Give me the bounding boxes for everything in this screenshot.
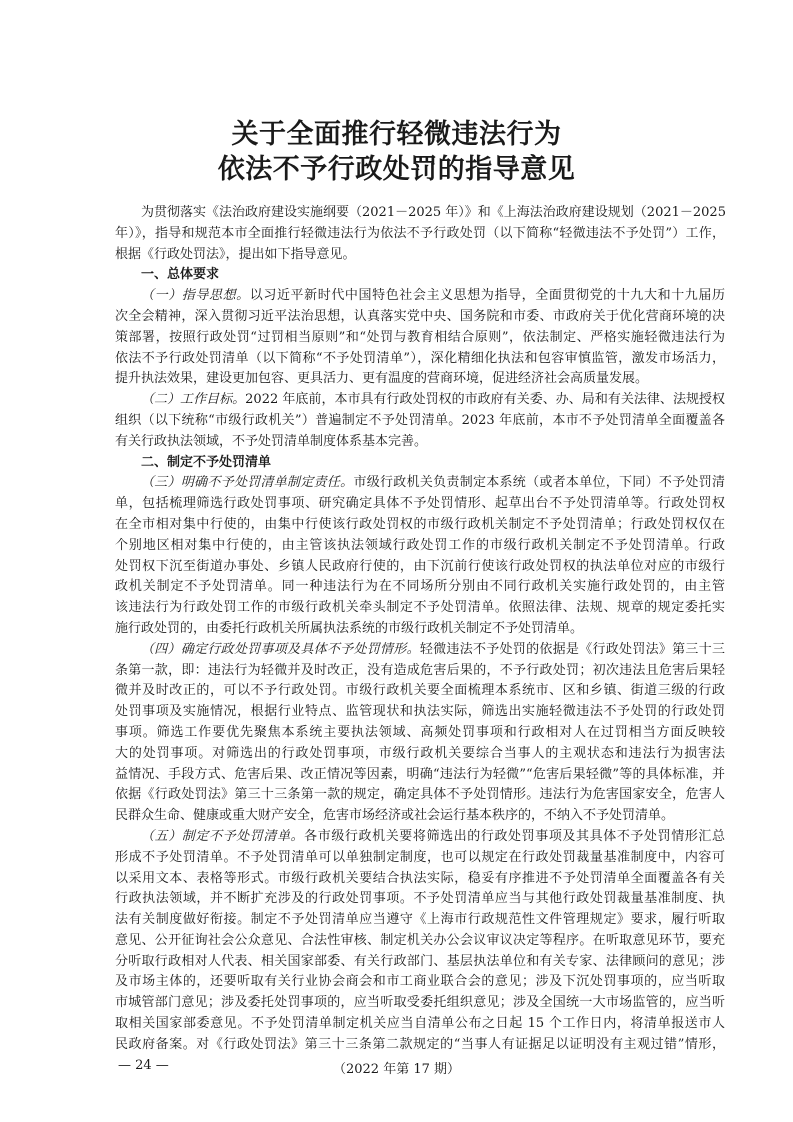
- paragraph-text: 轻微违法不予处罚的依据是《行政处罚法》第三十三: [419, 641, 725, 657]
- document-body: [115, 203, 725, 1056]
- paragraph-line: 及市场主体的，还要听取有关行业协会商会和市工商业联合会的意见；涉及下沉处罚事项的，应当听取: [115, 974, 725, 990]
- paragraph-text: 以习近平新时代中国特色社会主义思想为指导，全面贯彻党的十九大和十九届历: [249, 288, 725, 304]
- paragraph-line: 个别地区相对集中行使的，由主管该执法领域行政处罚工作的市级行政机关制定不予处罚清单。行政: [115, 537, 725, 553]
- paragraph-line: 年）》，指导和规范本市全面推行轻微违法行为依法不予行政处罚（以下简称“轻微违法不予处罚”）工作，: [115, 225, 725, 241]
- paragraph-line: 行政执法领域，并不断扩充涉及的行政处罚事项。不予处罚清单应当与其他行政处罚裁量基准制度、执: [115, 891, 725, 907]
- paragraph-line: 组织（以下统称“市级行政机关”）普遍制定不予处罚清单。2023 年底前，本市不予处罚清单全面覆盖各: [115, 412, 725, 428]
- paragraph-line: 施行政处罚的，由委托行政机关所属执法系统的市级行政机关制定不予处罚清单。: [115, 620, 584, 636]
- document-title-line-1: 关于全面推行轻微违法行为: [231, 119, 562, 150]
- paragraph-line: [115, 827, 725, 848]
- paragraph-line: 依据《行政处罚法》第三十三条第一款的规定，确定具体不予处罚情形。违法行为危害国家安全，危害人: [115, 787, 725, 803]
- paragraph-line: 依法不予行政处罚清单（以下简称“不予处罚清单”），深化精细化执法和包容审慎监管，激发市场活力，: [115, 350, 725, 366]
- paragraph-lead: （三）明确不予处罚清单制定责任。: [141, 475, 354, 491]
- paragraph-line: 益情况、手段方式、危害后果、改正情况等因素，明确“违法行为轻微”“危害后果轻微”等的具体标准，并: [115, 766, 725, 782]
- paragraph-line: 单，包括梳理筛选行政处罚事项、研究确定具体不予处罚情形、起草出台不予处罚清单等。行政处罚权: [115, 496, 725, 512]
- paragraph-line: 大的处罚事项。对筛选出的行政处罚事项，市级行政机关要综合当事人的主观状态和违法行为损害法: [115, 745, 725, 761]
- paragraph-line: 条第一款，即：违法行为轻微并及时改正，没有造成危害后果的，不予行政处罚；初次违法且危害后果轻: [115, 662, 725, 678]
- paragraph-line: [115, 286, 725, 307]
- document-title-line-2: 依法不予行政处罚的指导意见: [217, 154, 576, 185]
- paragraph-line: 意见、公开征询社会公众意见、合法性审核、制定机关办公会议审议决定等程序。在听取意见环节，要充: [115, 932, 725, 948]
- paragraph-line: 提升执法效果，建设更加包容、更具活力、更有温度的营商环境，促进经济社会高质量发展。: [115, 371, 649, 387]
- paragraph-text: 市级行政机关负责制定本系统（或者本单位，下同）不予处罚清: [353, 475, 725, 491]
- page-number: — 24 —: [118, 1058, 169, 1073]
- paragraph-text: 各市级行政机关要将筛选出的行政处罚事项及其具体不予处罚情形汇总: [304, 828, 725, 844]
- paragraph-line: 处罚事项及实施情况，根据行业特点、监管现状和执法实际，筛选出实施轻微违法不予处罚的行政处罚: [115, 704, 725, 720]
- paragraph-line: 民群众生命、健康或重大财产安全，危害市场经济或社会运行基本秩序的，不纳入不予处罚清单。: [115, 808, 675, 824]
- paragraph-line: 微并及时改正的，可以不予行政处罚。市级行政机关要全面梳理本系统市、区和乡镇、街道三级的行政: [115, 683, 725, 699]
- paragraph-line: 市城管部门意见；涉及委托处罚事项的，应当听取受委托组织意见；涉及全国统一大市场监管的，应当听: [115, 995, 725, 1011]
- section-heading: 一、总体要求: [141, 267, 220, 283]
- paragraph-line: 事项。筛选工作要优先聚焦本系统主要执法领域、高频处罚事项和行政相对人在过罚相当方面反映较: [115, 724, 725, 740]
- paragraph-line: 有关行政执法领域，不予处罚清单制度体系基本完善。: [115, 433, 428, 449]
- issue-number: （2022 年第 17 期）: [332, 1062, 461, 1077]
- paragraph-lead: （五）制定不予处罚清单。: [141, 828, 305, 844]
- paragraph-line: 为贯彻落实《法治政府建设实施纲要（2021－2025 年）》和《上海法治政府建设规划（2021－2025: [141, 205, 726, 220]
- paragraph-line: 根据《行政处罚法》，提出如下指导意见。: [115, 246, 356, 262]
- paragraph-line: 该违法行为行政处罚工作的市级行政机关牵头制定不予处罚清单。依照法律、法规、规章的规定委托实: [115, 600, 725, 616]
- section-heading: 二、制定不予处罚清单: [141, 454, 272, 470]
- paragraph-line: 政机关制定不予处罚清单。同一种违法行为在不同场所分别由不同行政机关实施行政处罚的，由主管: [115, 579, 725, 595]
- paragraph-lead: （二）工作目标。: [141, 392, 246, 408]
- paragraph-line: 分听取行政相对人代表、相关国家部委、有关行政部门、基层执法单位和有关专家、法律顾问的意见；涉: [115, 953, 725, 969]
- paragraph-line: 在全市相对集中行使的，由集中行使该行政处罚权的市级行政机关制定不予处罚清单；行政处罚权仅在: [115, 516, 725, 532]
- paragraph-line: [115, 390, 725, 411]
- paragraph-line: 取相关国家部委意见。不予处罚清单制定机关应当自清单公布之日起 15 个工作日内，将清单报送市人: [115, 1016, 725, 1032]
- paragraph-line: 法有关制度做好衔接。制定不予处罚清单应当遵守《上海市行政规范性文件管理规定》要求，履行听取: [115, 912, 725, 928]
- paragraph-line: [115, 640, 725, 661]
- paragraph-line: [115, 473, 725, 494]
- paragraph-line: 民政府备案。对《行政处罚法》第三十三条第二款规定的“当事人有证据足以证明没有主观过错”情形，: [115, 1036, 725, 1052]
- paragraph-line: 以采用文本、表格等形式。市级行政机关要结合执法实际，稳妥有序推进不予处罚清单全面覆盖各有关: [115, 870, 725, 886]
- paragraph-lead: （四）确定行政处罚事项及具体不予处罚情形。: [141, 641, 420, 657]
- paragraph-lead: （一）指导思想。: [141, 288, 250, 304]
- paragraph-line: 次全会精神，深入贯彻习近平法治思想，认真落实党中央、国务院和市委、市政府关于优化营商环境的决: [115, 308, 725, 324]
- paragraph-line: 策部署，按照行政处罚“过罚相当原则”和“处罚与教育相结合原则”，依法制定、严格实施轻微违法行为: [115, 329, 725, 345]
- paragraph-line: 处罚权下沉至街道办事处、乡镇人民政府行使的，由下沉前行使该行政处罚权的执法单位对应的市级行: [115, 558, 725, 574]
- paragraph-line: 形成不予处罚清单。不予处罚清单可以单独制定制度，也可以规定在行政处罚裁量基准制度中，内容可: [115, 849, 725, 865]
- paragraph-text: 2022 年底前，本市具有行政处罚权的市政府有关委、办、局和有关法律、法规授权: [245, 392, 725, 408]
